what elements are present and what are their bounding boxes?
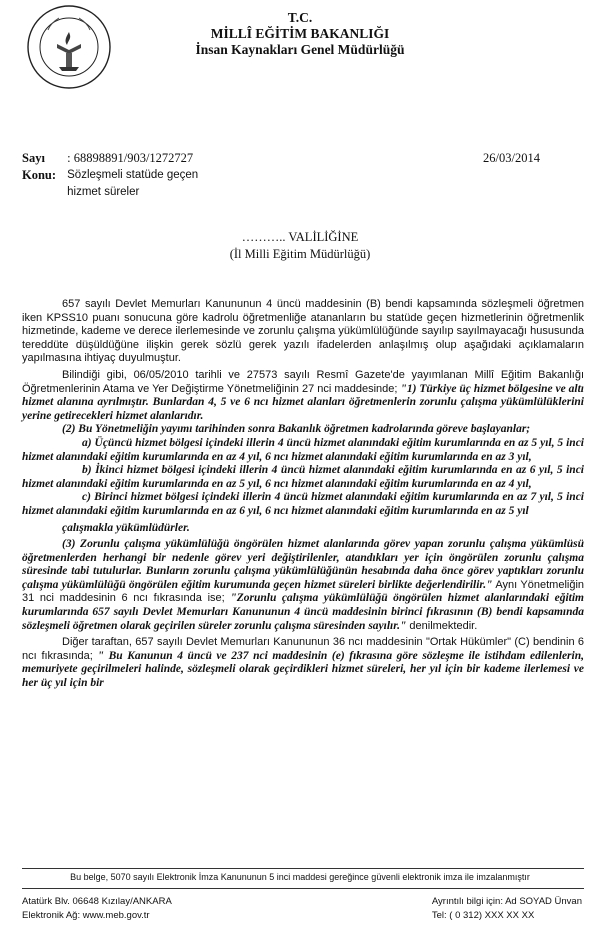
addressee-line-1: ……….. VALİLİĞİNE [241,230,359,244]
document-date: 26/03/2014 [483,151,540,165]
footer-web: Elektronik Ağ: www.meb.gov.tr [22,910,150,921]
paragraph-5-quote: " Bu Kanunun 4 üncü ve 237 nci maddesinin (e) fıkrasına göre sözleşme ile istihdam edilenlerin, memuriyete geçirilmeleri halinde, sözleşmeli olarak geçirdikleri hizmet süreleri, her yıl için bir kademe ilerlemesi ve her üç yıl için bir [22,649,584,690]
item-closing: çalışmakla yükümlüdürler. [62,521,190,534]
paragraph-4-quote-2: "Zorunlu çalışma yükümlülüğü öngörülen hizmet alanlarındaki eğitim kurumlarında 657 sayılı Devlet Memurları Kanununun 4 üncü maddesinin birinci fıkrasının (B) bendi kapsamında sözleşmeli öğretmen olarak geçirilen süreler zorunlu çalışma süresinden sayılır." [22,592,584,632]
letterhead-line-2: MİLLÎ EĞİTİM BAKANLIĞI [210,26,390,41]
sayi-label: Sayı [22,151,45,165]
paragraph-1: 657 sayılı Devlet Memurları Kanununun 4 üncü maddesinin (B) bendi kapsamında sözleşmeli öğretmen iken KPSS10 puanı sonucuna göre kadrolu öğretmenliğe atananların bu statüde geçen hizmetlerinin öğretmenlik hizmetinde, kademe ve derece ilerlemesinde ve zorunlu çalışma yükümlülüğünde sayılıp sayılmayacağı hususunda tereddüte düşüldüğüne ilişkin gerek sözlü gerek yazılı ifadelerden anlaşılmış olup aşağıdaki açıklamaların yapılmasına ihtiyaç duyulmuştur. [22,298,584,365]
letter-body [22,298,584,691]
item-b: b) İkinci hizmet bölgesi içindeki illerin 4 üncü hizmet alanındaki eğitim kurumlarında en az 6 yıl, 5 inci hizmet alanındaki eğitim kurumlarında en az 5 yıl, 6 ncı hizmet alanındaki eğitim kurumlarında en az 4 yıl, [22,464,584,490]
footer-phone: Tel: ( 0 312) XXX XX XX [431,910,535,921]
konu-line-1: Sözleşmeli statüde geçen [67,169,199,181]
divider-top [22,868,584,869]
paragraph-2 [22,369,584,423]
paragraph-3: (2) Bu Yönetmeliğin yayımı tarihinden sonra Bakanlık öğretmen kadrolarında göreve başlayanlar; [62,423,531,436]
letterhead [150,10,450,58]
addressee [0,229,600,263]
ministry-logo-icon [26,4,112,90]
konu-value [67,167,198,201]
letterhead-line-1: T.C. [287,10,313,25]
footer-info: Ayrıntılı bilgi için: Ad SOYAD Ünvan [431,896,582,907]
footer [22,895,584,923]
paragraph-4-quote: (3) Zorunlu çalışma yükümlülüğü öngörülen hizmet alanlarında görev yapan zorunlu çalışma yükümlüsü öğretmenlerden herhangi bir nedenle görev yeri değiştirilenler, atandıkları yer için öngörülen zorunlu çalışma süresinde tabi tutulurlar. Bunların zorunlu çalışma yükümlülüğünün hesabında daha önce görev yaptıkları zorunlu çalışma yükümlülüğü öngörülen eğitim kurumunda geçen hizmet süreleri birlikte değerlendirilir." [22,538,584,591]
paragraph-5-plain: Diğer taraftan, 657 sayılı Devlet Memurları Kanununun 36 ncı maddesinin "Ortak Hükümler" (C) bendinin 6 ncı fıkrasında; [22,636,584,662]
paragraph-2-quote: "1) Türkiye üç hizmet bölgesine ve altı hizmet alanına ayrılmıştır. Bunlardan 4, 5 ve 6 ncı hizmet alanları öğretmenlerin zorunlu çalışma yükümlülüklerini yerine getirecekleri hizmet alanlarıdır. [22,382,584,422]
e-signature-note: Bu belge, 5070 sayılı Elektronik İmza Kanununun 5 inci maddesi gereğince güvenli elektronik imza ile imzalanmıştır [70,872,530,882]
divider-bottom [22,888,584,889]
paragraph-4 [22,538,584,633]
sayi-value: : 68898891/903/1272727 [67,151,194,165]
paragraph-5 [22,636,584,690]
document-meta [22,150,582,201]
letterhead-line-3: İnsan Kaynakları Genel Müdürlüğü [195,42,405,57]
konu-line-2: hizmet süreler [67,186,140,198]
konu-row [22,167,582,201]
paragraph-4-plain: Aynı Yönetmeliğin 31 nci maddesinin 6 ncı fıkrasında ise; [22,578,585,605]
item-a: a) Üçüncü hizmet bölgesi içindeki illerin 4 üncü hizmet alanındaki eğitim kurumlarında en az 5 yıl, 5 inci hizmet alanındaki eğitim kurumlarında en az 4 yıl, 6 ncı hizmet alanındaki eğitim kurumlarında en az 3 yıl, [22,436,584,463]
konu-label: Konu: [22,168,57,182]
footer-contact [432,895,582,923]
addressee-line-2: (İl Milli Eğitim Müdürlüğü) [229,247,371,261]
footer-address: Atatürk Blv. 06648 Kızılay/ANKARA [22,896,172,907]
paragraph-4-end: denilmektedir. [409,619,478,632]
item-c: c) Birinci hizmet bölgesi içindeki illerin 4 üncü hizmet alanındaki eğitim kurumlarında en az 7 yıl, 5 inci hizmet alanındaki eğitim kurumlarında en az 6 yıl, 6 ncı hizmet alanındaki eğitim kurumlarında en az 5 yıl [22,491,584,517]
paragraph-2-plain: Bilindiği gibi, 06/05/2010 tarihli ve 27573 sayılı Resmî Gazete'de yayımlanan Millî Eğitim Bakanlığı Öğretmenlerinin Atama ve Yer Değiştirme Yönetmeliğinin 27 nci maddesinde; [22,368,584,395]
